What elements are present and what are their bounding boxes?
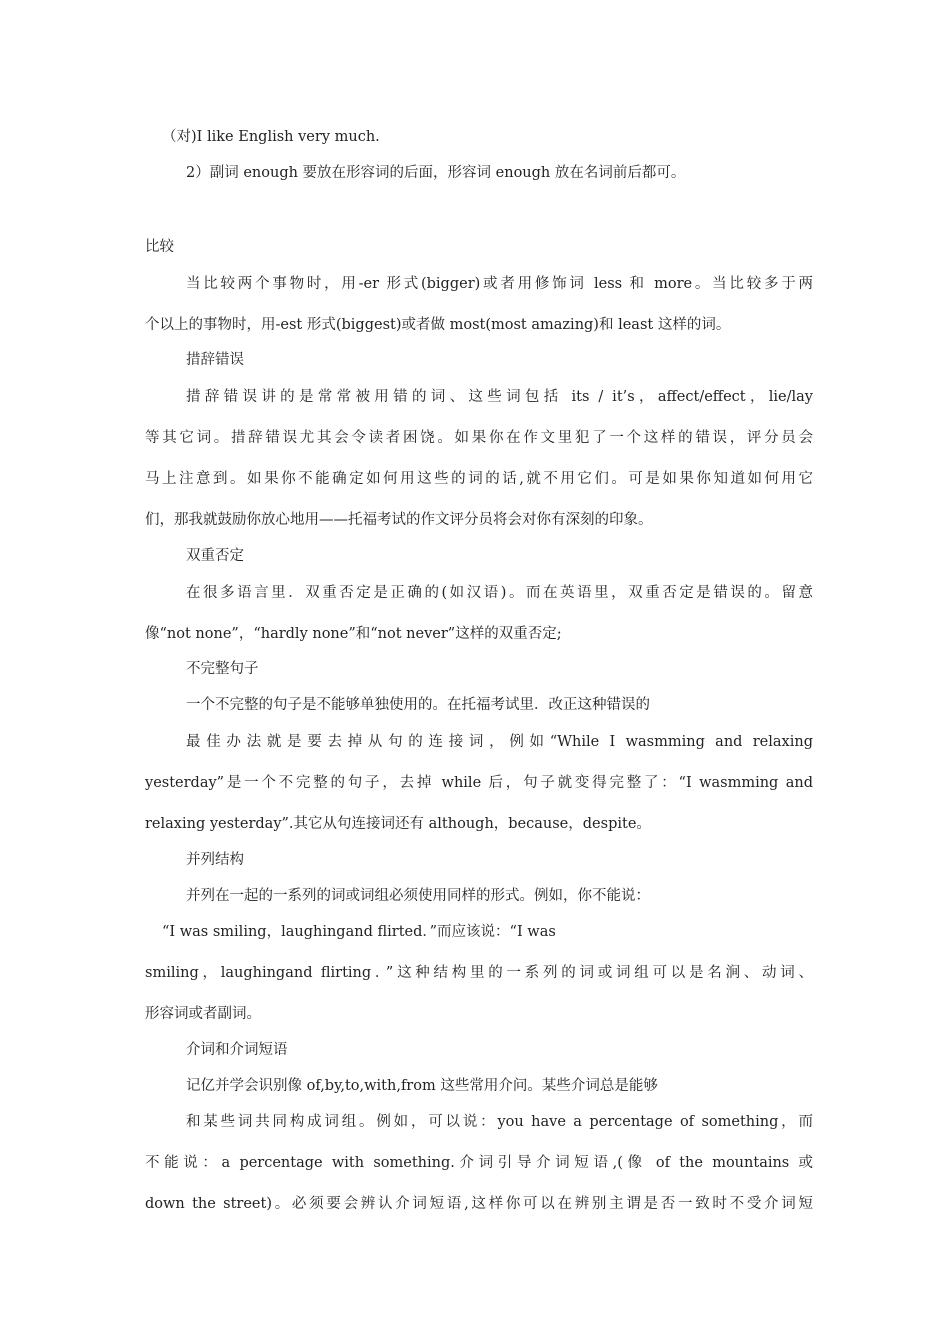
heading-comparison: 比较 — [145, 239, 174, 255]
paragraph-incomplete-line: relaxing yesterday”.其它从句连接词还有 although，because，despite。 — [145, 816, 651, 832]
paragraph-double-negative-line: 在很多语言里．双重否定是正确的(如汉语)。而在英语里，双重否定是错误的。留意 — [186, 585, 813, 601]
heading-diction-error: 措辞错误 — [186, 352, 244, 368]
paragraph-prepositions-line: 不能说：a percentage with something.介词引导介词短语,(像 of the mountains 或 — [145, 1155, 813, 1171]
paragraph-diction-line: 措辞错误讲的是常常被用错的词、这些词包括 its / it’s，affect/effect，lie/lay — [186, 389, 813, 405]
paragraph-diction-line: 们，那我就鼓励你放心地用——托福考试的作文评分员将会对你有深刻的印象。 — [145, 512, 653, 528]
heading-parallel-structure: 并列结构 — [186, 852, 244, 868]
rule-enough-placement: 2）副词 enough 要放在形容词的后面，形容词 enough 放在名词前后都可。 — [186, 165, 686, 181]
paragraph-parallel-line: smiling，laughingand flirting．”这种结构里的一系列的词或词组可以是名涧、动词、 — [145, 965, 813, 981]
paragraph-prepositions-line: 和某些词共同构成词组。例如，可以说：you have a percentage of something，而 — [186, 1114, 813, 1130]
heading-incomplete-sentence: 不完整句子 — [186, 661, 259, 677]
paragraph-incomplete-line: 最佳办法就是要去掉从句的连接词，例如“While I wasmming and relaxing — [186, 734, 813, 750]
paragraph-comparison-line: 个以上的事物时，用-est 形式(biggest)或者做 most(most amazing)和 least 这样的词。 — [145, 317, 731, 333]
paragraph-incomplete-line: yesterday”是一个不完整的句子，去掉 while 后，句子就变得完整了：“I wasmming and — [145, 775, 813, 791]
paragraph-diction-line: 等其它词。措辞错误尤其会令读者困饶。如果你在作文里犯了一个这样的错误，评分员会 — [145, 430, 813, 446]
paragraph-parallel-line: “I was smiling，laughingand flirted．”而应该说：“I was — [162, 924, 556, 940]
heading-prepositions: 介词和介词短语 — [186, 1042, 288, 1058]
paragraph-comparison-line: 当比较两个事物时，用-er 形式(bigger)或者用修饰词 less 和 more。当比较多于两 — [186, 276, 813, 292]
paragraph-diction-line: 马上注意到。如果你不能确定如何用这些的词的话,就不用它们。可是如果你知道如何用它 — [145, 471, 813, 487]
paragraph-prepositions-line: down the street)。必须要会辨认介词短语,这样你可以在辨别主谓是否一致时不受介词短 — [145, 1196, 813, 1212]
heading-double-negative: 双重否定 — [186, 548, 244, 564]
paragraph-parallel-line: 并列在一起的一系列的词或词组必须使用同样的形式。例如，你不能说： — [186, 888, 650, 904]
paragraph-incomplete-line: 一个不完整的句子是不能够单独使用的。在托福考试里．改正这种错误的 — [186, 697, 650, 713]
paragraph-prepositions-line: 记亿并学会识别像 of,by,to,with,from 这些常用介问。某些介词总是能够 — [186, 1078, 658, 1094]
paragraph-double-negative-line: 像“not none”，“hardly none”和“not never”这样的双重否定; — [145, 626, 562, 642]
example-sentence-correct: （对)I like English very much. — [162, 129, 380, 145]
paragraph-parallel-line: 形容词或者副词。 — [145, 1006, 261, 1022]
